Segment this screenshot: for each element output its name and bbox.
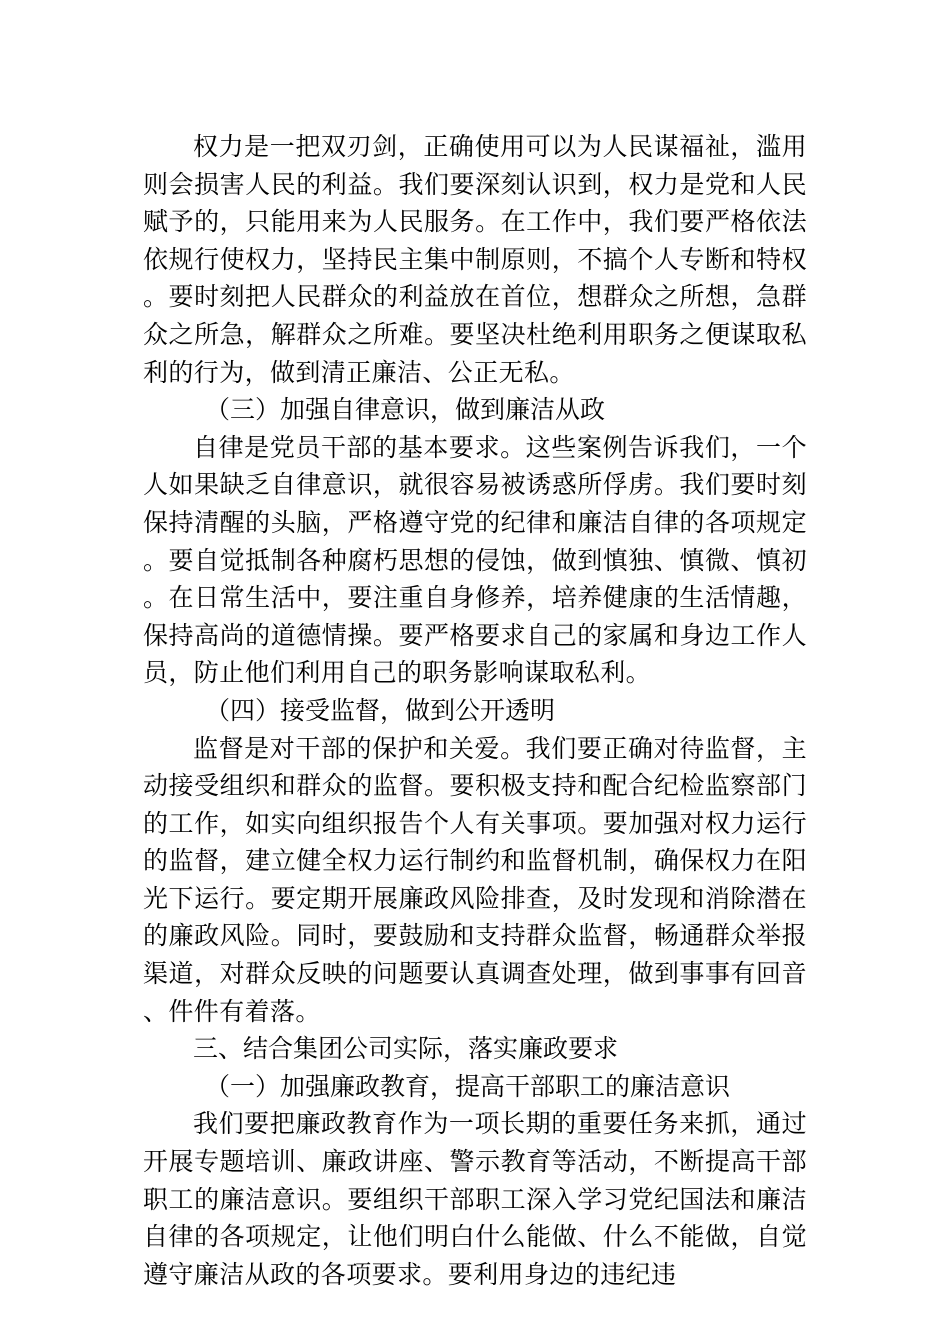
paragraph-power: 权力是一把双刃剑，正确使用可以为人民谋福祉，滥用则会损害人民的利益。我们要深刻认识到，权力是党和人民赋予的，只能用来为人民服务。在工作中，我们要严格依法依规行使权力，坚持民主集中制原则，不搞个人专断和特权。要时刻把人民群众的利益放在首位，想群众之所想，急群众之所急，解群众之所难。要坚决杜绝利用职务之便谋取私利的行为，做到清正廉洁、公正无私。 xyxy=(143,132,807,387)
paragraph-education: 我们要把廉政教育作为一项长期的重要任务来抓，通过开展专题培训、廉政讲座、警示教育等活动，不断提高干部职工的廉洁意识。要组织干部职工深入学习党纪国法和廉洁自律的各项规定，让他们明白什么能做、什么不能做，自觉遵守廉洁从政的各项要求。要利用身边的违纪违 xyxy=(143,1109,807,1289)
section-heading-three: 三、结合集团公司实际，落实廉政要求 xyxy=(193,1034,619,1064)
paragraph-self-discipline: 自律是党员干部的基本要求。这些案例告诉我们，一个人如果缺乏自律意识，就很容易被诱惑所俘虏。我们要时刻保持清醒的头脑，严格遵守党的纪律和廉洁自律的各项规定。要自觉抵制各种腐朽思想的侵蚀，做到慎独、慎微、慎初。在日常生活中，要注重自身修养，培养健康的生活情趣，保持高尚的道德情操。要严格要求自己的家属和身边工作人员，防止他们利用自己的职务影响谋取私利。 xyxy=(143,432,807,688)
subheading-education: （一）加强廉政教育，提高干部职工的廉洁意识 xyxy=(205,1071,731,1101)
subheading-self-discipline: （三）加强自律意识，做到廉洁从政 xyxy=(205,395,606,425)
document-page xyxy=(143,128,807,1293)
paragraph-supervision: 监督是对干部的保护和关爱。我们要正确对待监督，主动接受组织和群众的监督。要积极支持和配合纪检监察部门的工作，如实向组织报告个人有关事项。要加强对权力运行的监督，建立健全权力运行制约和监督机制，确保权力在阳光下运行。要定期开展廉政风险排查，及时发现和消除潜在的廉政风险。同时，要鼓励和支持群众监督，畅通群众举报渠道，对群众反映的问题要认真调查处理，做到事事有回音、件件有着落。 xyxy=(143,733,807,1026)
subheading-supervision: （四）接受监督，做到公开透明 xyxy=(205,695,556,725)
